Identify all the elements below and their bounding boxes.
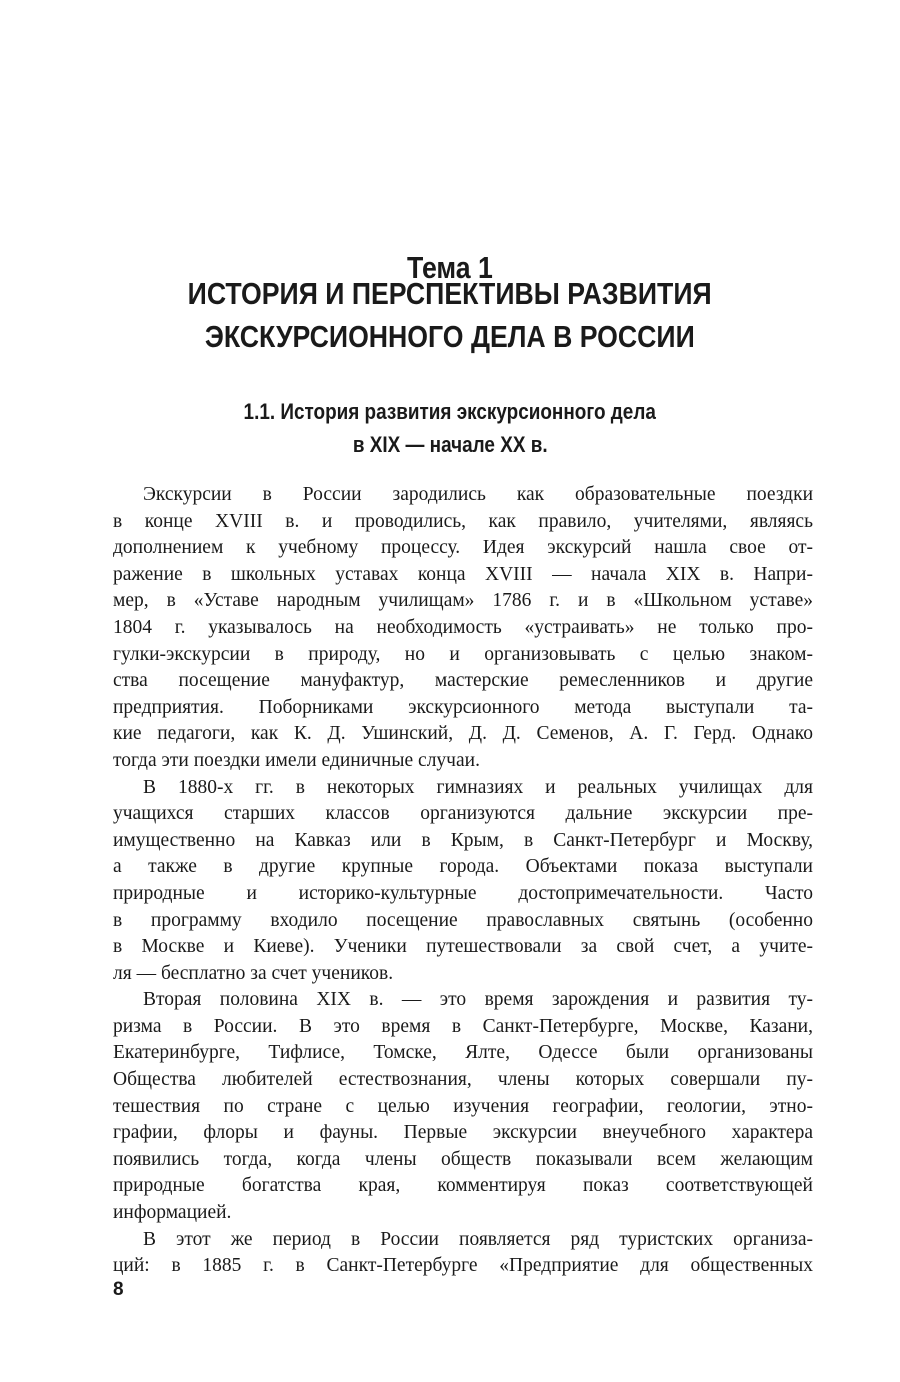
paragraph-line: предприятия. Поборниками экскурсионного метода выступали та- [113,696,813,718]
paragraph-line: природные богатства края, комментируя показ соответствующей [113,1175,813,1197]
section-heading-text: в XIX — начале XX в. [352,432,548,457]
paragraph-line: гулки-экскурсии в природу, но и организовывать с целью знаком- [113,643,813,665]
paragraph-line: В этот же период в России появляется ряд туристских организа- [143,1228,813,1250]
paragraph-line: ражение в школьных уставах конца XVIII — начала XIX в. Напри- [113,563,813,585]
body-text [113,482,813,1280]
paragraph-line: Вторая половина XIX в. — это время зарождения и развития ту- [143,989,813,1011]
paragraph [113,482,813,775]
paragraph-line: мер, в «Уставе народным училищам» 1786 г. и в «Школьном уставе» [113,590,813,612]
paragraph-line: кие педагоги, как К. Д. Ушинский, Д. Д. Семенов, А. Г. Герд. Однако [113,723,813,745]
paragraph-line: ства посещение мануфактур, мастерские ремесленников и другие [113,670,813,692]
paragraph-line: ризма в России. В это время в Санкт-Петербурге, Москве, Казани, [113,1015,813,1037]
paragraph-line: графии, флоры и фауны. Первые экскурсии внеучебного характера [113,1122,813,1144]
chapter-title-line [0,276,900,312]
paragraph-line: тешествия по стране с целью изучения географии, геологии, этно- [113,1095,813,1117]
paragraph [113,775,813,988]
paragraph [113,1227,813,1280]
page-number: 8 [113,1279,124,1300]
paragraph-line: учащихся старших классов организуются дальние экскурсии пре- [113,803,813,825]
chapter-title-text: ИСТОРИЯ И ПЕРСПЕКТИВЫ РАЗВИТИЯ [187,276,713,311]
paragraph-line: Экскурсии в России зародились как образовательные поездки [143,484,813,505]
paragraph-line: природные и историко-культурные достопримечательности. Часто [113,882,813,904]
paragraph-line: в Москве и Киеве). Ученики путешествовали за свой счет, а учите- [113,936,813,958]
section-heading-line [0,399,900,425]
paragraph-line: тогда эти поездки имели единичные случаи. [113,749,480,771]
paragraph-line: 1804 г. указывалось на необходимость «устраивать» не только про- [113,616,813,638]
chapter-title-text: ЭКСКУРСИОННОГО ДЕЛА В РОССИИ [205,319,695,354]
paragraph-line: ций: в 1885 г. в Санкт-Петербурге «Предприятие для общественных [113,1255,813,1277]
chapter-title-line [0,319,900,355]
paragraph-line: появились тогда, когда члены обществ показывали всем желающим [113,1148,813,1170]
paragraph-line: В 1880-х гг. в некоторых гимназиях и реальных училищах для [143,776,813,798]
paragraph-line: имущественно на Кавказ или в Крым, в Санкт-Петербург и Москву, [113,829,813,851]
section-heading-text: 1.1. История развития экскурсионного дела [243,399,657,424]
paragraph-line: а также в другие крупные города. Объектами показа выступали [113,856,813,878]
paragraph [113,987,813,1226]
paragraph-line: дополнением к учебному процессу. Идея экскурсий нашла свое от- [113,537,813,559]
paragraph-line: Екатеринбурге, Тифлисе, Томске, Ялте, Одессе были организованы [113,1042,813,1064]
paragraph-line: информацией. [113,1202,232,1224]
paragraph-line: в программу входило посещение православных святынь (особенно [113,909,813,931]
section-heading-line [0,432,900,458]
paragraph-line: Общества любителей естествознания, члены которых совершали пу- [113,1069,813,1091]
paragraph-line: в конце XVIII в. и проводились, как правило, учителями, являясь [113,510,813,532]
topic-label: Тема 1 [407,250,493,285]
paragraph-line: ля — бесплатно за счет учеников. [113,962,394,984]
